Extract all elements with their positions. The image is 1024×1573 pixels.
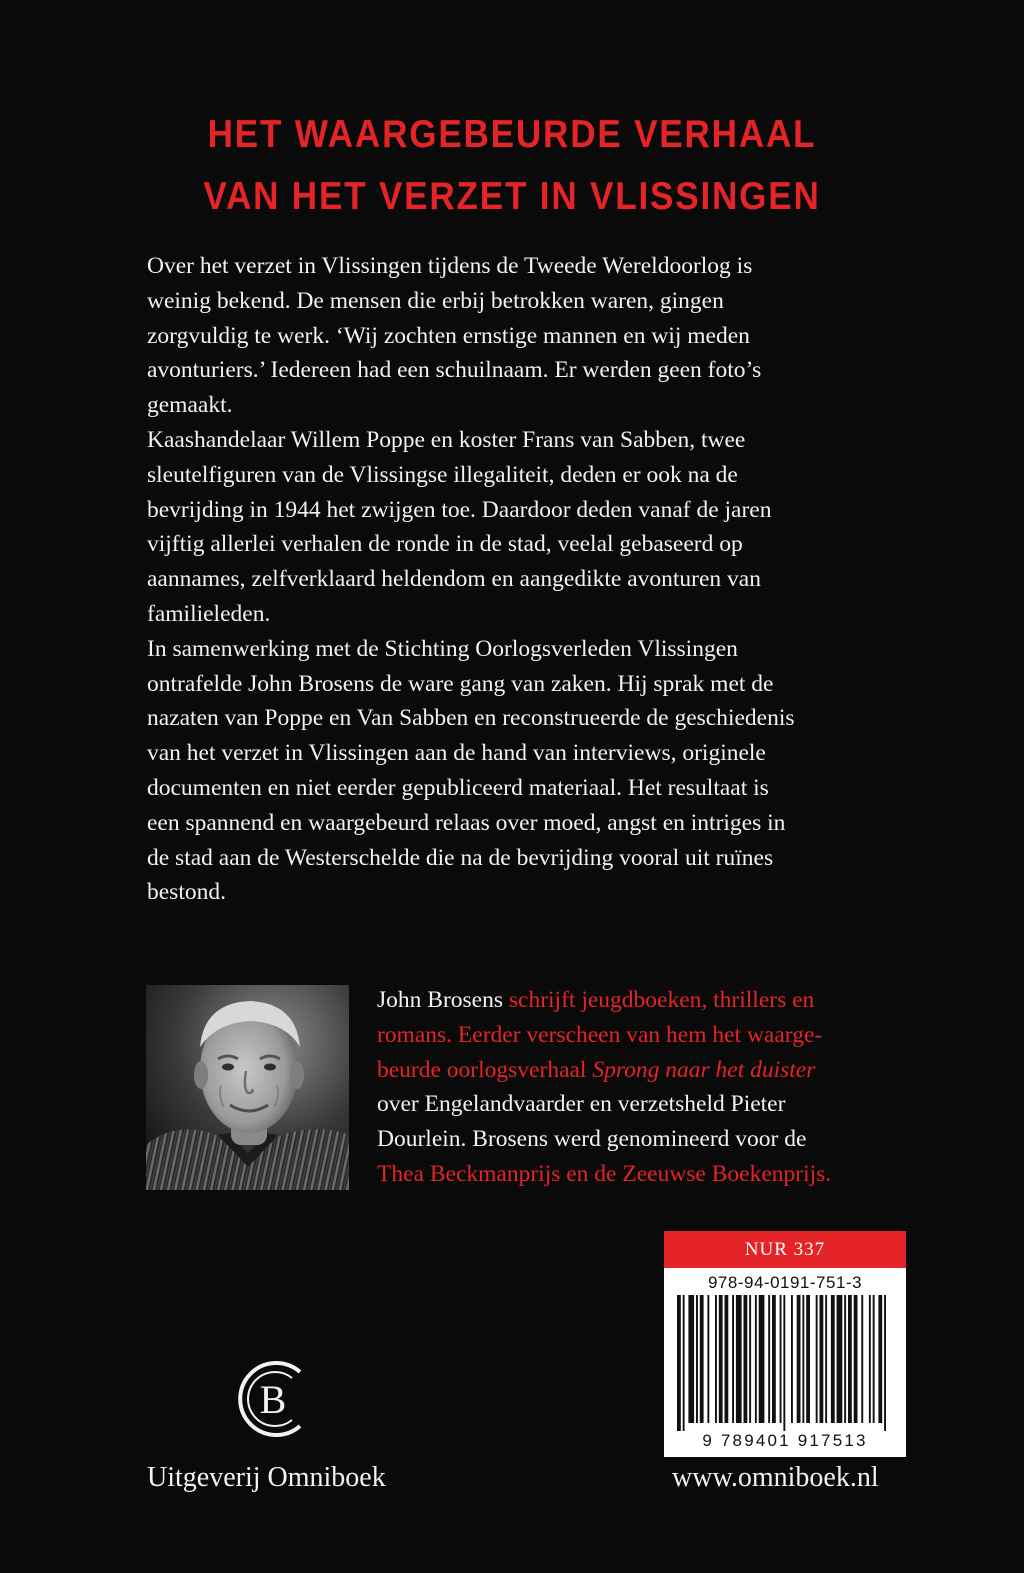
blurb-line: Over het verzet in Vlissingen tijdens de Tweede Wereldoorlog is <box>147 253 753 279</box>
barcode-bar <box>837 1295 843 1423</box>
headline <box>51 104 973 228</box>
bio-text: schrijft jeugdboeken, thrillers en <box>503 987 815 1013</box>
barcode-bar <box>683 1295 685 1431</box>
headline-line-1: HET WAARGEBEURDE VERHAAL <box>207 113 817 156</box>
blurb-line: weinig bekend. De mensen die erbij betrokken waren, gingen <box>147 287 724 314</box>
author-name: John Brosens <box>377 987 503 1013</box>
barcode-bar <box>677 1295 681 1431</box>
blurb-line: een spannend en waargebeurd relaas over moed, angst en intriges in <box>147 809 786 836</box>
blurb-line: documenten en niet eerder gepubliceerd materiaal. Het resultaat is <box>147 774 769 801</box>
barcode-bar <box>736 1295 742 1423</box>
barcode-bar <box>715 1295 717 1423</box>
bio-text: beurde oorlogsverhaal <box>377 1056 593 1083</box>
publisher-logo <box>232 1358 314 1444</box>
barcode-bar <box>744 1295 748 1423</box>
blurb-line: de stad aan de Westerschelde die na de bevrijding vooral uit ruïnes <box>147 844 774 871</box>
publisher-name: Uitgeverij Omniboek <box>147 1462 386 1493</box>
barcode-bar <box>848 1295 852 1423</box>
barcode-bar <box>884 1295 886 1431</box>
barcode-panel <box>664 1231 906 1457</box>
barcode-bar <box>732 1295 734 1423</box>
blurb-line: sleutelfiguren van de Vlissingse illegaliteit, deden er ook na de <box>147 461 738 488</box>
barcode-bar <box>707 1295 709 1423</box>
blurb-line: vijftig allerlei verhalen de ronde in de stad, veelal gebaseerd op <box>147 531 743 558</box>
barcode-bar <box>825 1295 827 1423</box>
barcode-bar <box>772 1295 776 1423</box>
blurb-line: gemaakt. <box>147 392 233 419</box>
bio-line <box>377 983 917 1018</box>
blurb-line: familieleden. <box>147 600 271 627</box>
barcode-bar <box>869 1295 871 1423</box>
bio-line <box>377 1053 917 1088</box>
barcode-bar <box>725 1295 729 1423</box>
blurb-line: Kaashandelaar Willem Poppe en koster Frans van Sabben, twee <box>147 426 746 453</box>
barcode-bar <box>768 1295 770 1423</box>
blurb-text <box>147 249 907 910</box>
barcode-bar <box>854 1295 858 1423</box>
barcode-bar <box>861 1295 863 1423</box>
omniboek-c-b-icon <box>232 1358 314 1440</box>
blurb-line: avonturiers.’ Iedereen had een schuilnaam. Er werden geen foto’s <box>147 357 762 384</box>
blurb-line: van het verzet in Vlissingen aan de hand van interviews, originele <box>147 740 766 767</box>
barcode-bar <box>749 1295 751 1423</box>
barcode-bar <box>831 1295 835 1423</box>
barcode-bar <box>806 1295 810 1423</box>
barcode-bar <box>844 1295 846 1423</box>
bio-line: Dourlein. Brosens werd genomineerd voor de <box>377 1126 807 1153</box>
barcode-bar <box>802 1295 804 1423</box>
publisher-website: www.omniboek.nl <box>672 1462 879 1493</box>
barcode-bars <box>677 1295 893 1431</box>
barcode-bar <box>797 1295 801 1423</box>
bio-line: romans. Eerder verscheen van hem het waarge- <box>377 1021 823 1048</box>
barcode-bar <box>696 1295 698 1423</box>
author-photo <box>146 985 349 1190</box>
barcode-bar <box>783 1295 785 1431</box>
barcode-bar <box>820 1295 824 1423</box>
barcode-digits: 9 789401 917513 <box>702 1431 868 1450</box>
blurb-line: ontrafelde John Brosens de ware gang van zaken. Hij sprak met de <box>147 670 774 697</box>
blurb-line: In samenwerking met de Stichting Oorlogsverleden Vlissingen <box>147 635 738 662</box>
barcode-bar <box>719 1295 723 1423</box>
blurb-line: nazaten van Poppe en Van Sabben en reconstrueerde de geschiedenis <box>147 705 795 732</box>
blurb-line: bestond. <box>147 879 226 906</box>
bio-line: Thea Beckmanprijs en de Zeeuwse Boekenprijs. <box>377 1160 832 1187</box>
barcode-bar <box>759 1295 765 1423</box>
isbn-number: 978-94-0191-751-3 <box>707 1273 863 1292</box>
headline-line-2: VAN HET VERZET IN VLISSINGEN <box>203 175 821 218</box>
barcode-bar <box>780 1295 782 1423</box>
book-title: Sprong naar het duister <box>592 1056 816 1083</box>
barcode-bar <box>873 1295 875 1423</box>
svg-text:B: B <box>259 1377 287 1422</box>
barcode-bar <box>878 1295 882 1423</box>
blurb-line: aannames, zelfverklaard heldendom en aangedikte avonturen van <box>147 566 761 593</box>
author-bio <box>377 983 917 1192</box>
barcode-bar <box>755 1295 757 1423</box>
blurb-line: bevrijding in 1944 het zwijgen toe. Daardoor deden vanaf de jaren <box>147 496 772 523</box>
author-portrait-image <box>146 985 349 1190</box>
bio-line: over Engelandvaarder en verzetsheld Pieter <box>377 1091 786 1118</box>
blurb-line: zorgvuldig te werk. ‘Wij zochten ernstige mannen en wij meden <box>147 322 750 349</box>
barcode-bar <box>791 1295 793 1423</box>
barcode-bar <box>688 1295 694 1423</box>
barcode-bar <box>816 1295 818 1423</box>
nur-code: NUR 337 <box>664 1231 906 1268</box>
barcode-bar <box>700 1295 704 1423</box>
